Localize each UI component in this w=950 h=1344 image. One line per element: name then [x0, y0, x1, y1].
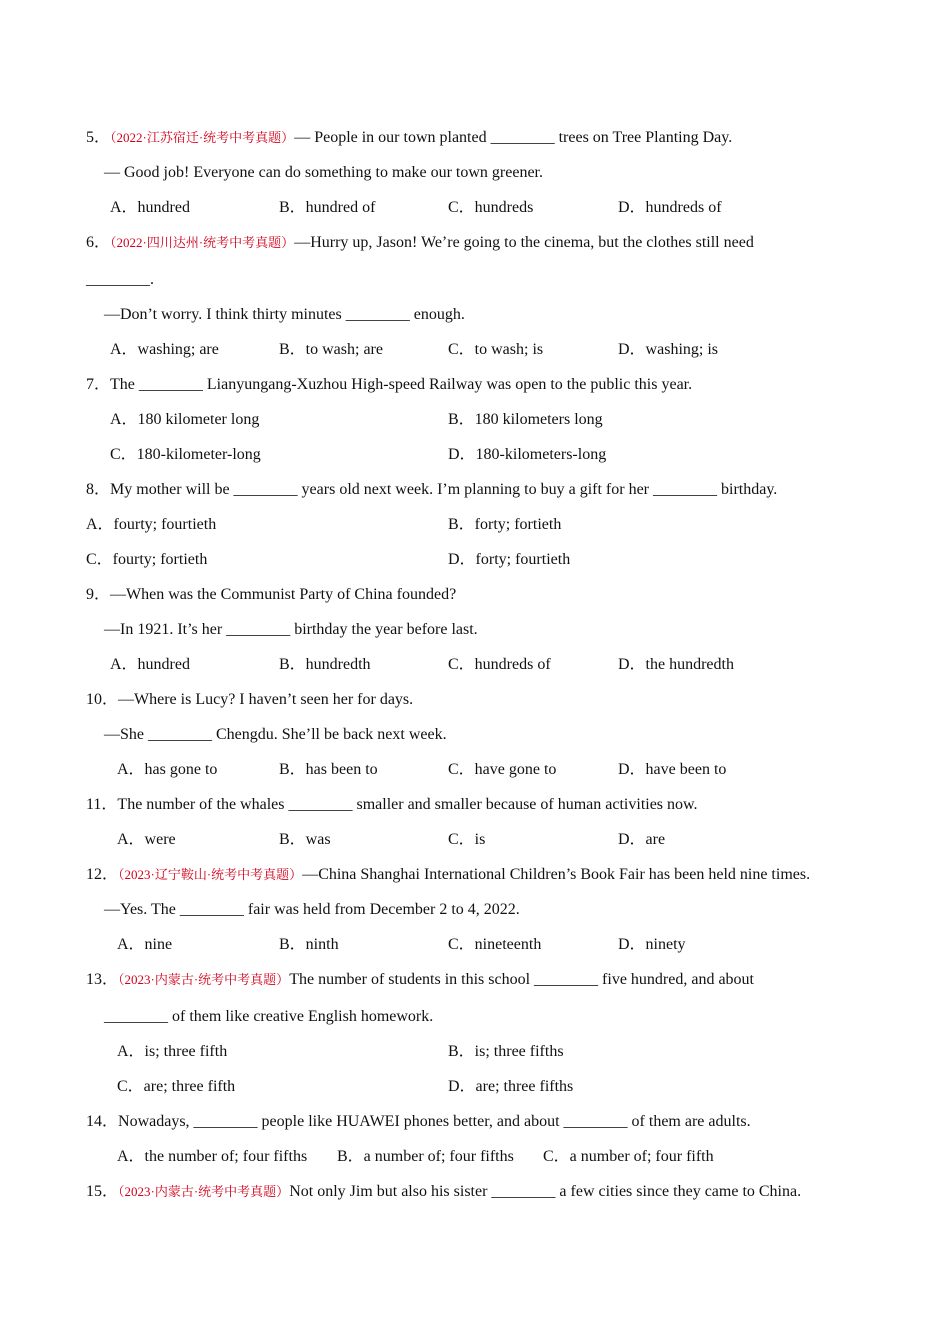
question-8-stem [86, 480, 777, 500]
option-c: C．is [448, 831, 486, 848]
option-c: C．to wash; is [448, 341, 544, 358]
option-b: B．forty; fortieth [448, 516, 562, 533]
question-15-stem [86, 1182, 801, 1202]
option-b: B．180 kilometers long [448, 411, 603, 428]
option-a: A．nine [117, 936, 173, 953]
question-text: —When was the Communist Party of China founded? [110, 586, 457, 603]
option-a: A．were [117, 831, 176, 848]
option-d: D．hundreds of [618, 199, 722, 216]
option-d: D．ninety [618, 936, 686, 953]
question-5-stem [86, 128, 732, 148]
question-text: My mother will be ________ years old next week. I’m planning to buy a gift for her ________ birthday. [110, 481, 778, 498]
question-text: —China Shanghai International Children’s Book Fair has been held nine times. [302, 866, 811, 883]
question-text: —Hurry up, Jason! We’re going to the cinema, but the clothes still need [294, 234, 754, 251]
option-d: D．have been to [618, 761, 727, 778]
option-b: B．is; three fifths [448, 1043, 564, 1060]
option-a: A．the number of; four fifths [117, 1148, 308, 1165]
question-source: （2023·辽宁鞍山·统考中考真题） [118, 867, 303, 882]
question-6-stem [86, 233, 754, 253]
question-text: Not only Jim but also his sister ________ a few cities since they came to China. [289, 1183, 802, 1200]
option-c: C．fourty; fortieth [86, 551, 208, 568]
question-text: The number of the whales ________ smaller and smaller because of human activities now. [117, 796, 698, 813]
option-c: C．180-kilometer-long [110, 446, 261, 463]
question-number: 8． [86, 481, 111, 498]
question-text: The number of students in this school ________ five hundred, and about [289, 971, 754, 988]
question-text: Nowadays, ________ people like HUAWEI phones better, and about ________ of them are adults. [118, 1113, 751, 1130]
question-number: 5． [86, 129, 111, 146]
question-number: 6． [86, 234, 111, 251]
option-c: C．nineteenth [448, 936, 542, 953]
question-number: 9． [86, 586, 111, 603]
question-text: —Where is Lucy? I haven’t seen her for days. [118, 691, 414, 708]
option-b: B．to wash; are [279, 341, 383, 358]
question-10-stem [86, 690, 413, 710]
question-number: 7． [86, 376, 111, 393]
question-number: 13． [86, 971, 119, 988]
question-number: 10． [86, 691, 119, 708]
question-source: （2023·内蒙古·统考中考真题） [118, 1184, 290, 1199]
option-c: C．are; three fifth [117, 1078, 236, 1095]
option-d: D．forty; fourtieth [448, 551, 571, 568]
option-c: C．a number of; four fifth [543, 1148, 714, 1165]
question-7-stem [86, 375, 692, 395]
question-12-stem [86, 865, 810, 885]
question-number: 12． [86, 866, 119, 883]
question-source: （2022·江苏宿迁·统考中考真题） [110, 130, 295, 145]
option-d: D．180-kilometers-long [448, 446, 607, 463]
question-12-line: —Yes. The ________ fair was held from December 2 to 4, 2022. [104, 901, 520, 918]
question-11-stem [86, 795, 698, 815]
question-9-stem [86, 585, 456, 605]
option-b: B．a number of; four fifths [337, 1148, 514, 1165]
question-number: 14． [86, 1113, 119, 1130]
option-a: A．is; three fifth [117, 1043, 228, 1060]
option-b: B．was [279, 831, 331, 848]
option-b: B．hundredth [279, 656, 371, 673]
option-d: D．washing; is [618, 341, 719, 358]
question-6-line: —Don’t worry. I think thirty minutes ________ enough. [104, 306, 465, 323]
question-13-line: ________ of them like creative English homework. [104, 1008, 434, 1025]
question-14-stem [86, 1112, 751, 1132]
option-d: D．are; three fifths [448, 1078, 574, 1095]
question-13-stem [86, 970, 754, 990]
question-source: （2023·内蒙古·统考中考真题） [118, 972, 290, 987]
option-c: C．hundreds [448, 199, 534, 216]
question-text: The ________ Lianyungang-Xuzhou High-speed Railway was open to the public this year. [110, 376, 693, 393]
question-9-line: —In 1921. It’s her ________ birthday the year before last. [104, 621, 478, 638]
option-b: B．ninth [279, 936, 339, 953]
question-6-line: ________. [86, 271, 154, 288]
option-a: A．hundred [110, 199, 190, 216]
option-b: B．hundred of [279, 199, 376, 216]
option-a: A．hundred [110, 656, 190, 673]
question-5-line: — Good job! Everyone can do something to make our town greener. [104, 164, 543, 181]
question-10-line: —She ________ Chengdu. She’ll be back next week. [104, 726, 447, 743]
question-number: 15． [86, 1183, 119, 1200]
question-text: — People in our town planted ________ trees on Tree Planting Day. [294, 129, 733, 146]
option-a: A．fourty; fourtieth [86, 516, 217, 533]
question-source: （2022·四川达州·统考中考真题） [110, 235, 295, 250]
option-b: B．has been to [279, 761, 378, 778]
option-a: A．180 kilometer long [110, 411, 260, 428]
option-c: C．hundreds of [448, 656, 551, 673]
option-a: A．has gone to [117, 761, 218, 778]
option-d: D．are [618, 831, 666, 848]
question-number: 11． [86, 796, 118, 813]
option-c: C．have gone to [448, 761, 557, 778]
option-d: D．the hundredth [618, 656, 734, 673]
option-a: A．washing; are [110, 341, 219, 358]
